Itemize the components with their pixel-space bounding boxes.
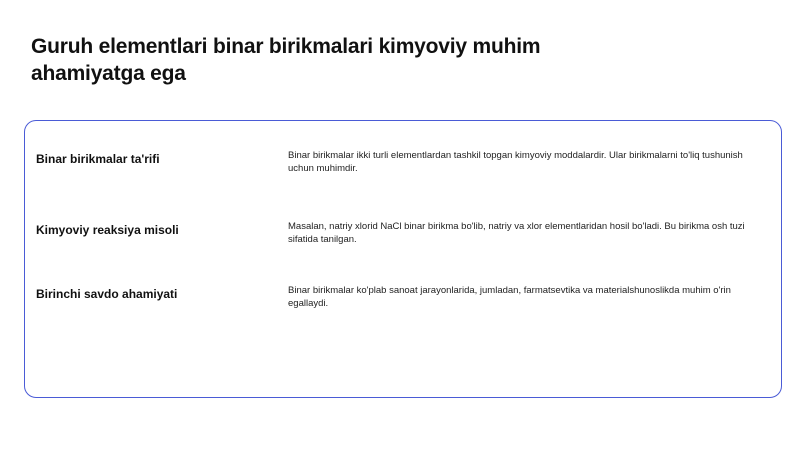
- row-description: Binar birikmalar ko'plab sanoat jarayonlarida, jumladan, farmatsevtika va materialshunoslikda muhim o'rin egallaydi.: [288, 285, 731, 309]
- row-label: Birinchi savdo ahamiyati: [36, 287, 178, 301]
- row-description: Binar birikmalar ikki turli elementlardan tashkil topgan kimyoviy moddalardir. Ular birikmalarni to'liq tushunish uchun muhimdir.: [288, 150, 743, 174]
- row-description: Masalan, natriy xlorid NaCl binar birikma bo'lib, natriy va xlor elementlaridan hosil bo'ladi. Bu birikma osh tuzi sifatida tanilgan.: [288, 221, 745, 245]
- row-label: Kimyoviy reaksiya misoli: [36, 223, 179, 237]
- slide-title: Guruh elementlari binar birikmalari kimyoviy muhim ahamiyatga ega: [31, 35, 541, 85]
- content-card: [24, 120, 782, 398]
- row-label: Binar birikmalar ta'rifi: [36, 152, 160, 166]
